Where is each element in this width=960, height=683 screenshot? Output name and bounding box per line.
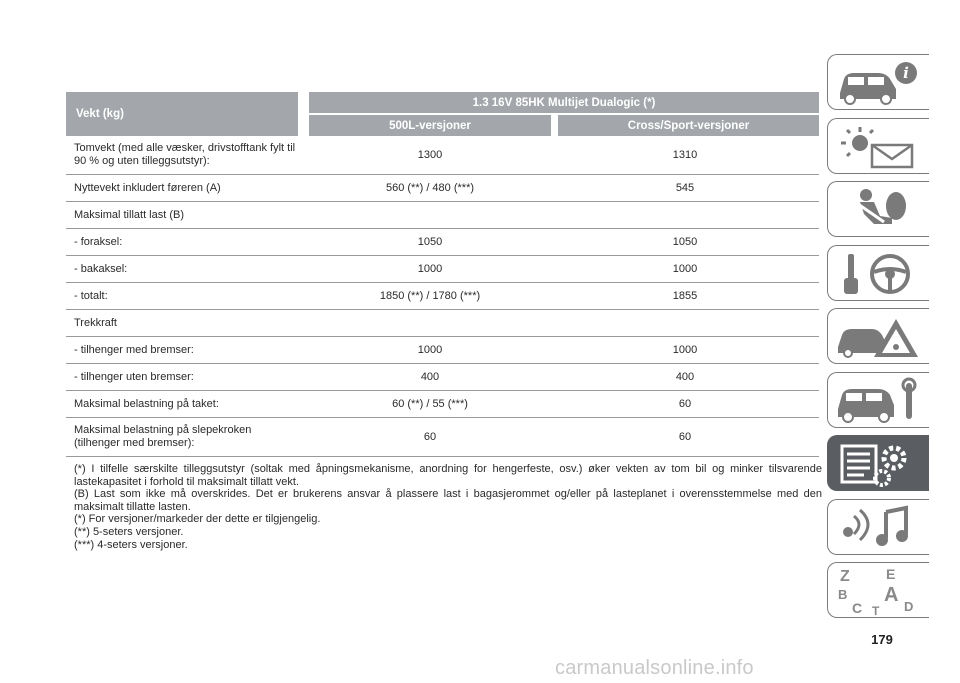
value-cross-sport: 1000 <box>672 262 698 275</box>
value-cross-sport: 1000 <box>672 343 698 356</box>
table-row <box>66 418 819 457</box>
row-label: - tilhenger med bremser: <box>74 343 194 356</box>
header-engine: 1.3 16V 85HK Multijet Dualogic (*) <box>309 92 819 113</box>
value-500l: 60 <box>423 430 437 443</box>
row-label: - totalt: <box>74 289 108 302</box>
table-row <box>66 136 819 175</box>
svg-text:E: E <box>886 567 896 582</box>
svg-text:Z: Z <box>840 568 850 585</box>
table-row <box>66 364 819 391</box>
note-extra-equipment: (*) I tilfelle særskilte tilleggsutstyr (soltak med åpningsmekanisme, anordning for hengerfeste, osv.) øker vekten av tom bil og minker tilsvarende lastekapasitet i forhold til maksimalt tillatt vekt. <box>74 463 822 488</box>
table-row <box>66 175 819 202</box>
row-label: - bakaksel: <box>74 262 128 275</box>
airbag-safety-icon <box>834 186 924 234</box>
row-label: - tilhenger uten bremser: <box>74 370 194 383</box>
table-row <box>66 310 819 337</box>
footnotes <box>74 463 822 551</box>
row-label: Nyttevekt inkludert føreren (A) <box>74 181 221 194</box>
tab-multimedia[interactable] <box>827 499 929 555</box>
value-500l: 60 (**) / 55 (***) <box>392 397 468 410</box>
value-500l: 560 (**) / 480 (***) <box>385 181 475 194</box>
row-label: Maksimal belastning på taket: <box>74 397 219 410</box>
value-cross-sport: 60 <box>678 397 692 410</box>
table-header <box>66 92 819 136</box>
header-version-500l: 500L-versjoner <box>309 115 551 136</box>
watermark: carmanualsonline.info <box>555 657 754 679</box>
multimedia-icon <box>834 504 924 552</box>
tab-warning-lights[interactable] <box>827 118 929 174</box>
value-500l: 1300 <box>417 148 443 161</box>
value-cross-sport: 1855 <box>672 289 698 302</box>
tab-emergency[interactable] <box>827 308 929 364</box>
tab-safety[interactable] <box>827 181 929 237</box>
table-row <box>66 337 819 364</box>
value-500l: 1000 <box>417 343 443 356</box>
technical-data-icon <box>834 440 924 488</box>
table-row <box>66 202 819 229</box>
header-weight: Vekt (kg) <box>66 92 298 136</box>
row-label: Maksimal belastning på slepekroken (tilhenger med bremser): <box>74 424 252 449</box>
note-max-load: (B) Last som ikke må overskrides. Det er brukerens ansvar å plassere last i bagasjerommet og/eller på lasteplanet i overensstemmelse med den maksimalt tillatte lasten. <box>74 488 822 513</box>
tab-maintenance[interactable] <box>827 372 929 428</box>
row-label: Trekkraft <box>74 316 117 329</box>
warning-lights-icon <box>834 123 924 171</box>
tab-car-info[interactable] <box>827 54 929 110</box>
value-500l: 1850 (**) / 1780 (***) <box>379 289 481 302</box>
table-body <box>66 136 819 457</box>
value-cross-sport: 400 <box>675 370 695 383</box>
table-row <box>66 229 819 256</box>
svg-text:B: B <box>838 587 848 602</box>
svg-text:i: i <box>903 64 909 82</box>
header-version-cross-sport: Cross/Sport-versjoner <box>558 115 819 136</box>
value-500l: 1000 <box>417 262 443 275</box>
key-steering-icon <box>834 250 924 298</box>
note-availability: (*) For versjoner/markeder der dette er tilgjengelig. <box>74 513 321 526</box>
value-cross-sport: 60 <box>678 430 692 443</box>
table-row <box>66 391 819 418</box>
value-500l: 400 <box>420 370 440 383</box>
row-label: Maksimal tillatt last (B) <box>74 208 185 221</box>
svg-text:A: A <box>884 584 899 606</box>
value-cross-sport: 1310 <box>672 148 698 161</box>
svg-text:C: C <box>852 600 863 615</box>
weights-table <box>66 92 819 457</box>
table-row <box>66 283 819 310</box>
svg-text:D: D <box>904 599 914 614</box>
chapter-tabs <box>827 54 929 626</box>
row-label: - foraksel: <box>74 235 123 248</box>
value-cross-sport: 545 <box>675 181 695 194</box>
index-icon <box>834 567 924 615</box>
svg-text:T: T <box>872 604 880 615</box>
car-maintenance-icon <box>834 377 924 425</box>
value-cross-sport: 1050 <box>672 235 698 248</box>
emergency-icon <box>834 313 924 361</box>
note-4-seats: (***) 4-seters versjoner. <box>74 538 188 551</box>
row-label: Tomvekt (med alle væsker, drivstofftank fylt til 90 % og uten tilleggsutstyr): <box>74 142 296 167</box>
car-info-icon <box>834 59 924 107</box>
tab-starting-driving[interactable] <box>827 245 929 301</box>
tab-index[interactable] <box>827 562 929 618</box>
table-row <box>66 256 819 283</box>
note-5-seats: (**) 5-seters versjoner. <box>74 525 184 538</box>
value-500l: 1050 <box>417 235 443 248</box>
tab-technical-data[interactable] <box>827 435 929 491</box>
page-number: 179 <box>871 632 893 647</box>
